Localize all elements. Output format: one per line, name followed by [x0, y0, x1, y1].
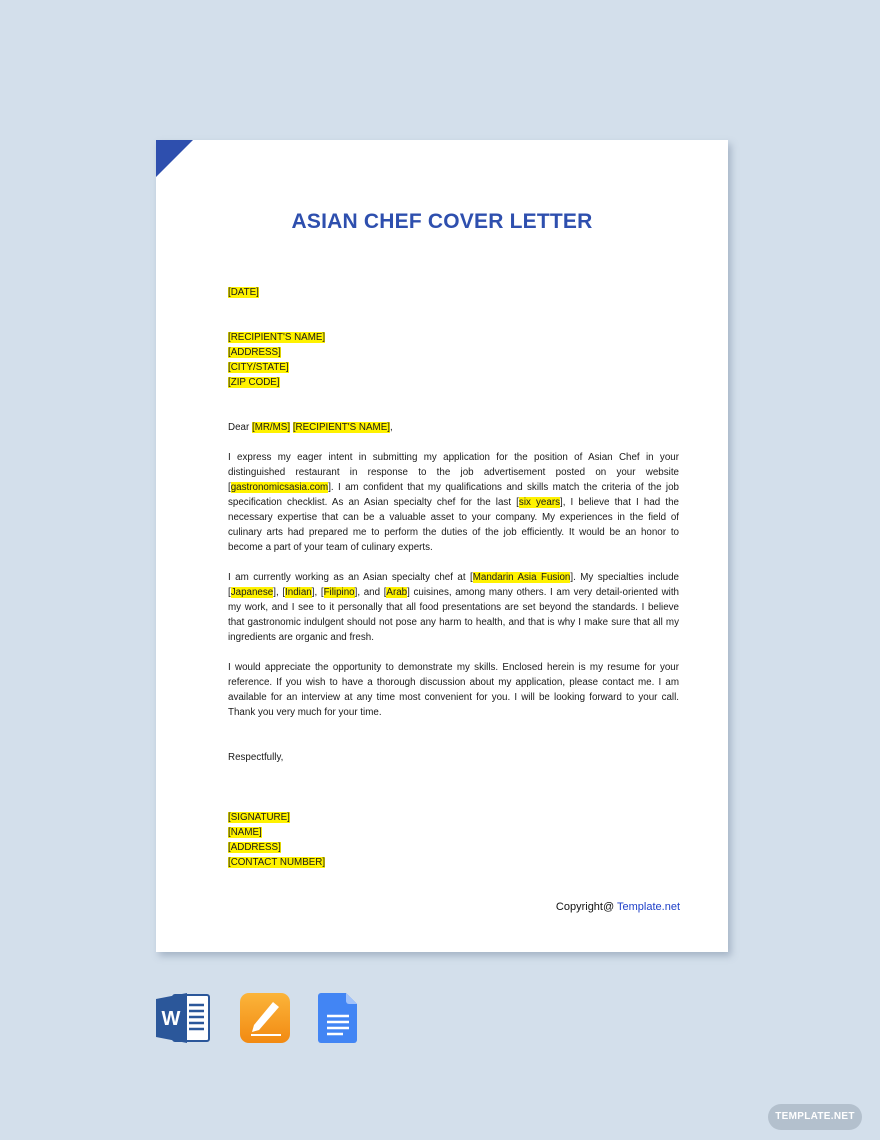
signature-name-field: [NAME] — [228, 827, 262, 838]
signature-contact-field: [CONTACT NUMBER] — [228, 857, 326, 868]
apple-pages-icon[interactable] — [239, 992, 291, 1049]
google-docs-icon[interactable] — [318, 992, 358, 1049]
template-net-badge[interactable]: TEMPLATE.NET — [768, 1104, 862, 1130]
website-field: gastronomicsasia.com — [230, 482, 329, 493]
recipient-zip-field: [ZIP CODE] — [228, 377, 280, 388]
document-title: ASIAN CHEF COVER LETTER — [291, 210, 593, 233]
date-field: [DATE] — [228, 287, 259, 298]
corner-decoration — [156, 140, 193, 177]
svg-text:W: W — [161, 1008, 181, 1030]
recipient-address-field: [ADDRESS] — [228, 347, 281, 358]
cuisine-field: Filipino — [323, 587, 355, 598]
document-page — [156, 140, 728, 952]
salutation: Dear [MR/MS] [RECIPIENT'S NAME], — [228, 422, 393, 433]
years-field: six years — [518, 497, 560, 508]
recipient-name-field: [RECIPIENT'S NAME] — [228, 332, 326, 343]
cuisine-field: Japanese — [230, 587, 274, 598]
signature-field: [SIGNATURE] — [228, 812, 290, 823]
recipient-city-state-field: [CITY/STATE] — [228, 362, 289, 373]
paragraph-3: I would appreciate the opportunity to demonstrate my skills. Enclosed herein is my resume for your reference. If you wish to have a thorough discussion about my application, please contact me. I am available for an interview at any time most convenient for you. I will be looking forward to your call. Thank you very much for your time. — [228, 662, 679, 718]
template-link[interactable]: Template.net — [617, 901, 680, 913]
paragraph-2: I am currently working as an Asian specialty chef at [Mandarin Asia Fusion]. My specialties include [Japanese], [Indian], [Filipino], and [Arab] cuisines, among many others. I am very detail-oriented with my work, and I see to it personally that all food presentations are set beyond the standards. I believe that gastronomic indulgent should not pose any harm to health, and that is why I make sure that all my ingredients are organic and fresh. — [228, 572, 679, 643]
cuisine-field: Arab — [386, 587, 408, 598]
copyright: Copyright@ Template.net — [555, 901, 680, 913]
salutation-name-field: [RECIPIENT'S NAME] — [292, 422, 390, 433]
signature-address-field: [ADDRESS] — [228, 842, 281, 853]
closing: Respectfully, — [228, 752, 284, 763]
restaurant-field: Mandarin Asia Fusion — [472, 572, 571, 583]
microsoft-word-icon[interactable] — [156, 992, 210, 1049]
cuisine-field: Indian — [285, 587, 312, 598]
salutation-title-field: [MR/MS] — [251, 422, 291, 433]
letter-body — [228, 285, 679, 870]
paragraph-1: I express my eager intent in submitting my application for the position of Asian Chef in your distinguished restaurant in response to the job advertisement posted on your website [gastronomicsasia.com]. I am confident that my qualifications and skills match the criteria of the job specification checklist. As an Asian specialty chef for the last [six years], I believe that I had the necessary expertise that can be a valuable asset to your company. My experiences in the field of culinary arts had prepared me to perform the duties of the job efficiently. It would be an honor to become a part of your team of culinary experts. — [228, 452, 680, 553]
